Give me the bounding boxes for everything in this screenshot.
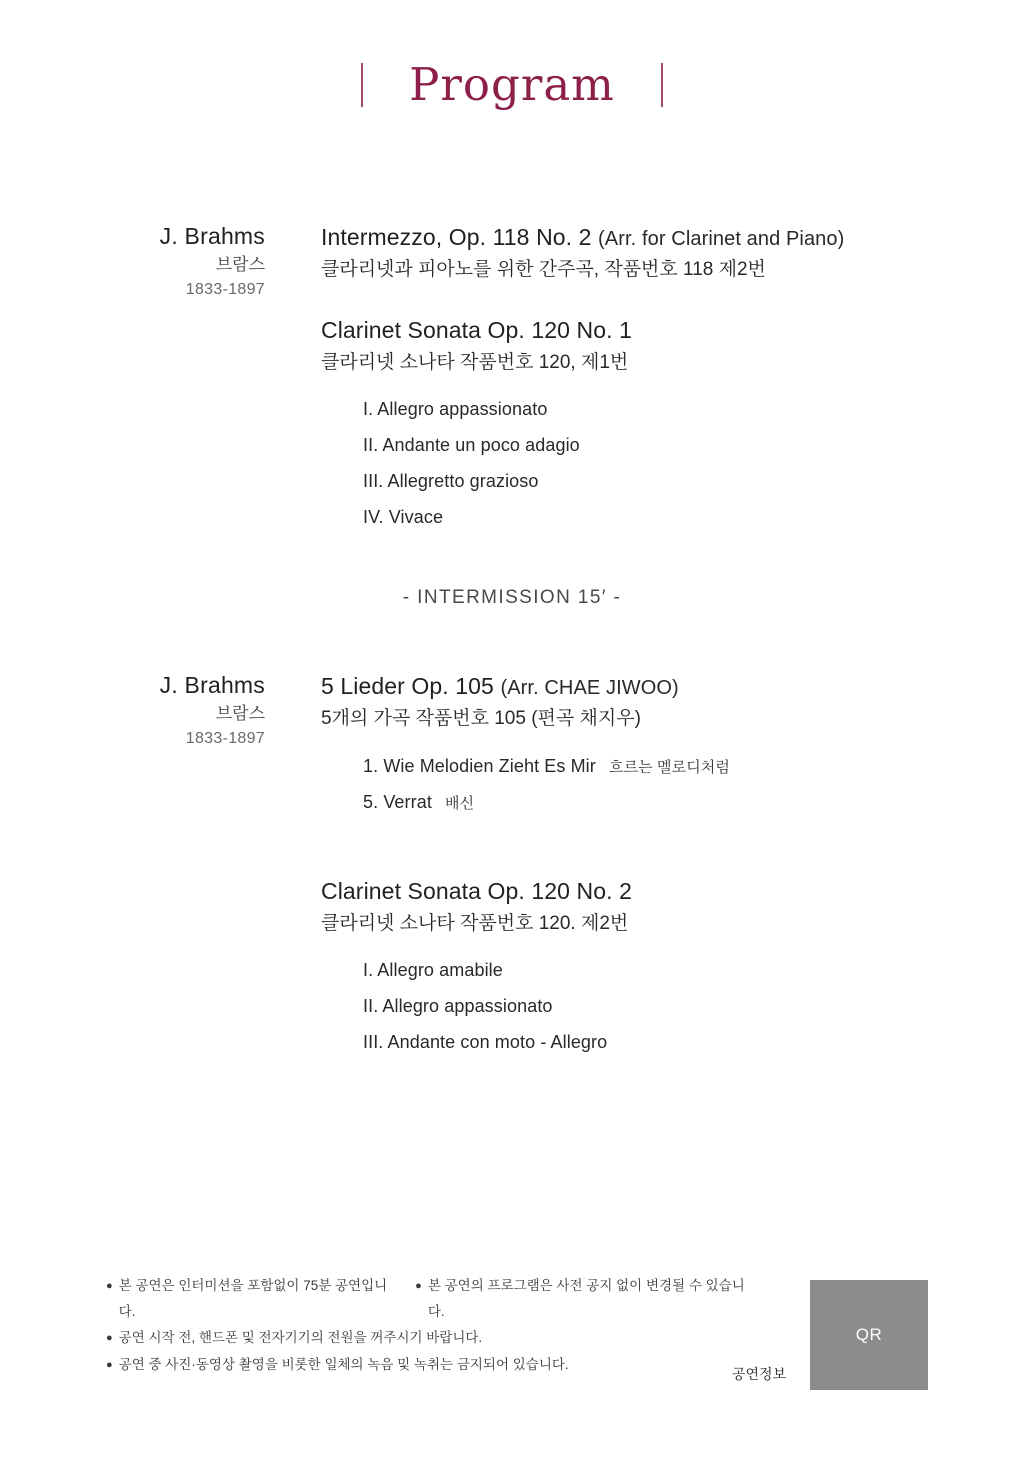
note-text: 본 공연은 인터미션을 포함없이 75분 공연입니다.	[118, 1277, 388, 1320]
work-item	[321, 876, 1024, 1061]
work-spacer	[321, 850, 1024, 876]
composer-years: 1833-1897	[185, 281, 265, 299]
header-rule-left	[361, 63, 363, 107]
movement-item: III. Allegretto grazioso	[363, 471, 539, 492]
work-item	[321, 222, 1024, 285]
work-item	[321, 315, 1024, 536]
work-title-text: Clarinet Sonata Op. 120 No. 1	[321, 316, 633, 343]
work-item	[321, 671, 1024, 820]
bullet-icon: ●	[106, 1332, 113, 1345]
page-title: Program	[409, 58, 615, 111]
composer-name: J. Brahms	[159, 672, 265, 699]
movement-item: IV. Vivace	[363, 507, 444, 528]
movement-label: 5. Verrat	[363, 791, 432, 812]
movement-list	[321, 391, 1024, 535]
composer-block	[0, 671, 265, 751]
note-row	[106, 1352, 746, 1378]
program-content	[0, 222, 1024, 1060]
work-title-kr: 클라리넷 소나타 작품번호 120, 제1번	[321, 351, 629, 373]
program-header	[0, 58, 1024, 111]
work-title-text: 5 Lieder Op. 105	[321, 673, 494, 700]
note-row-inline	[415, 1273, 746, 1326]
movement-item: II. Allegro appassionato	[363, 996, 553, 1017]
bullet-icon: ●	[415, 1279, 422, 1292]
intermission-label: - INTERMISSION 15′ -	[402, 587, 622, 609]
composer-name-kr: 브람스	[215, 703, 265, 723]
movement-list	[321, 952, 1024, 1060]
note-text: 공연 시작 전, 핸드폰 및 전자기기의 전원을 꺼주시기 바랍니다.	[118, 1330, 483, 1346]
note-text: 공연 중 사진·동영상 촬영을 비롯한 일체의 녹음 및 녹취는 금지되어 있습니다.	[118, 1356, 569, 1372]
movement-item	[363, 748, 1024, 784]
work-title	[321, 876, 1024, 907]
qr-caption: 공연정보	[732, 1366, 787, 1382]
works-list	[265, 222, 1024, 535]
work-title	[321, 671, 1024, 702]
work-title	[321, 315, 1024, 346]
header-rule-right	[661, 63, 663, 107]
bullet-icon: ●	[106, 1358, 113, 1371]
composer-name: J. Brahms	[159, 223, 265, 249]
work-title-kr: 클라리넷 소나타 작품번호 120. 제2번	[321, 912, 629, 934]
work-arrangement: (Arr. CHAE JIWOO)	[500, 677, 679, 700]
movement-item: III. Andante con moto - Allegro	[363, 1032, 608, 1053]
work-title-text: Clarinet Sonata Op. 120 No. 2	[321, 877, 633, 904]
bullet-icon: ●	[106, 1279, 113, 1292]
work-title-text: Intermezzo, Op. 118 No. 2	[321, 224, 592, 250]
work-title	[321, 222, 1024, 253]
composer-years: 1833-1897	[185, 730, 265, 748]
movement-list	[321, 748, 1024, 820]
work-title-kr: 클라리넷과 피아노를 위한 간주곡, 작품번호 118 제2번	[321, 259, 766, 281]
movement-item	[363, 784, 1024, 820]
composer-name-kr: 브람스	[215, 254, 265, 274]
note-text: 본 공연의 프로그램은 사전 공지 없이 변경될 수 있습니다.	[427, 1277, 745, 1320]
work-title-kr: 5개의 가곡 작품번호 105 (편곡 채지우)	[321, 708, 641, 730]
movement-label-kr: 배신	[445, 794, 475, 812]
footer-notes	[106, 1273, 746, 1378]
movement-item: I. Allegro appassionato	[363, 399, 548, 420]
note-row	[106, 1273, 746, 1326]
movement-item: II. Andante un poco adagio	[363, 435, 580, 456]
movement-label: 1. Wie Melodien Zieht Es Mir	[363, 755, 596, 776]
works-list	[265, 671, 1024, 1060]
work-arrangement: (Arr. for Clarinet and Piano)	[598, 228, 845, 250]
movement-label-kr: 흐르는 멜로디처럼	[608, 758, 730, 776]
program-section	[0, 671, 1024, 1060]
program-section	[0, 222, 1024, 535]
note-row	[106, 1325, 746, 1351]
composer-block	[0, 222, 265, 302]
qr-code-icon[interactable]: QR	[810, 1280, 928, 1390]
movement-item: I. Allegro amabile	[363, 960, 503, 981]
qr-section	[732, 1280, 928, 1390]
